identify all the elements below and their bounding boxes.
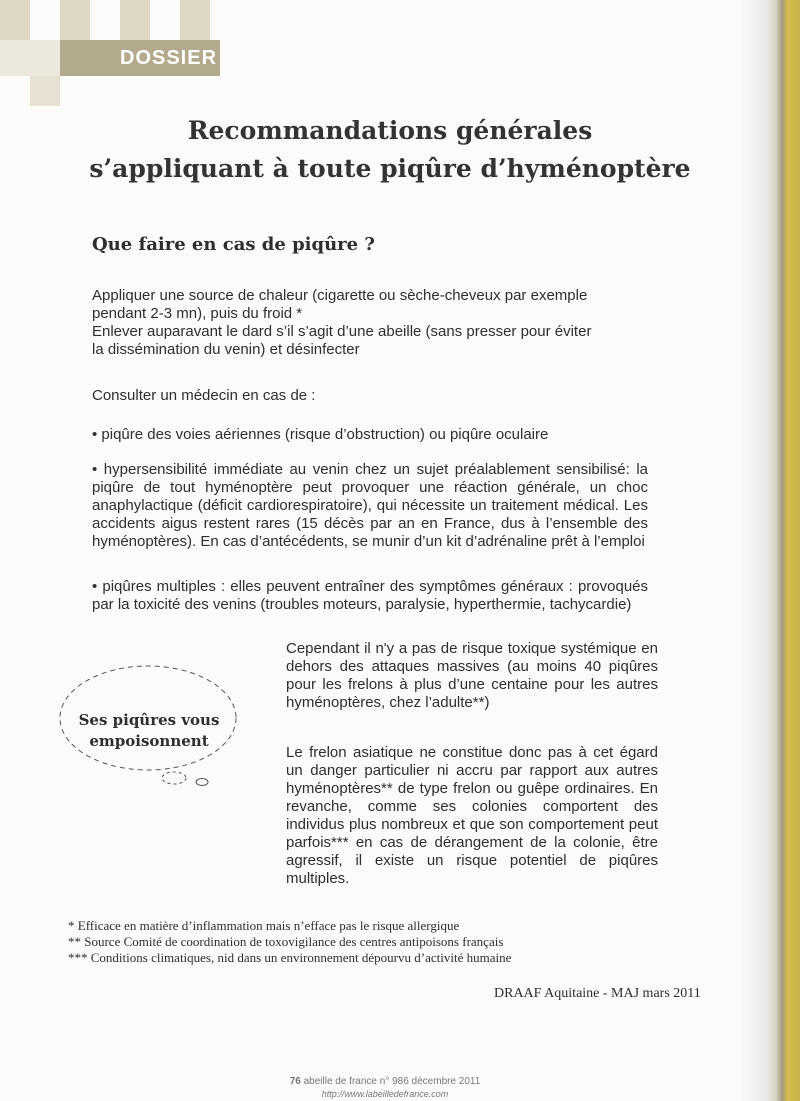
intro-line: la dissémination du venin) et désinfecter xyxy=(92,341,360,358)
footnote-3: *** Conditions climatiques, nid dans un environnement dépourvu d’activité humaine xyxy=(68,950,512,965)
signature: DRAAF Aquitaine - MAJ mars 2011 xyxy=(494,986,701,1001)
bubble-line-1: Ses piqûres vous xyxy=(78,711,220,729)
bubble-line-2: empoisonnent xyxy=(89,732,209,750)
header-decoration xyxy=(0,0,220,40)
page-number: 76 xyxy=(289,1076,301,1087)
bullet-item-multiple-stings: • piqûres multiples : elles peuvent entraîner des symptômes généraux : provoqués par la toxicité des venins (troubles moteurs, paralysie, hyperthermie, tachycardie) xyxy=(92,578,648,613)
right-column-paragraph-1: Cependant il n'y a pas de risque toxique systémique en dehors des attaques massives (au moins 40 piqûres pour les frelons à plus d’une centaine pour les autres hyménoptères, chez l’adulte**) xyxy=(286,640,658,711)
intro-line: Appliquer une source de chaleur (cigarette ou sèche-cheveux par exemple xyxy=(92,287,588,304)
header-decoration-left xyxy=(0,40,60,76)
section-label: DOSSIER xyxy=(60,40,220,76)
page-title-line-1: Recommandations générales xyxy=(187,116,593,145)
right-column-paragraph-2: Le frelon asiatique ne constitue donc pas à cet égard un danger particulier ni accru par rapport aux autres hyménoptères** de type frelon ou guêpe ordinaires. En revanche, comme ses colonies comportent des individus plus nombreux et que son comportement peut parfois*** en cas de dérangement de la colonie, être agressif, il existe un risque potentiel de piqûres multiples. xyxy=(286,744,658,887)
page-title-line-2: s’appliquant à toute piqûre d’hyménoptère xyxy=(89,154,691,183)
thought-bubble-text xyxy=(60,710,238,752)
intro-paragraph xyxy=(92,287,692,359)
page-fold-shadow xyxy=(740,0,768,1101)
page-gutter xyxy=(768,0,800,1101)
page-footer xyxy=(200,1076,570,1100)
publication-url: http://www.labeilledefrance.com xyxy=(321,1089,449,1099)
footnote-1: * Efficace en matière d’inflammation mais n’efface pas le risque allergique xyxy=(68,918,460,933)
intro-line: Enlever auparavant le dard s’il s’agit d’une abeille (sans presser pour éviter xyxy=(92,323,592,340)
intro-line: pendant 2-3 mn), puis du froid * xyxy=(92,305,303,322)
consult-heading: Consulter un médecin en cas de : xyxy=(92,387,316,404)
bullet-item-airways: • piqûre des voies aériennes (risque d’obstruction) ou piqûre oculaire xyxy=(92,426,549,443)
bullet-item-hypersensitivity: • hypersensibilité immédiate au venin chez un sujet préalablement sensibilisé: la piqûre de tout hyménoptère peut provoquer une réaction générale, un choc anaphylactique (déficit cardiorespiratoire), qui nécessite un traitement médical. Les accidents aigus restent rares (15 décès par an en France, dus à l’ensemble des hyménoptères). En cas d’antécédents, se munir d’un kit d’adrénaline prêt à l’emploi xyxy=(92,461,648,550)
publication-info: abeille de france n° 986 décembre 2011 xyxy=(303,1076,481,1087)
section-heading: Que faire en cas de piqûre ? xyxy=(92,234,375,255)
footnote-2: ** Source Comité de coordination de toxovigilance des centres antipoisons français xyxy=(68,934,504,949)
